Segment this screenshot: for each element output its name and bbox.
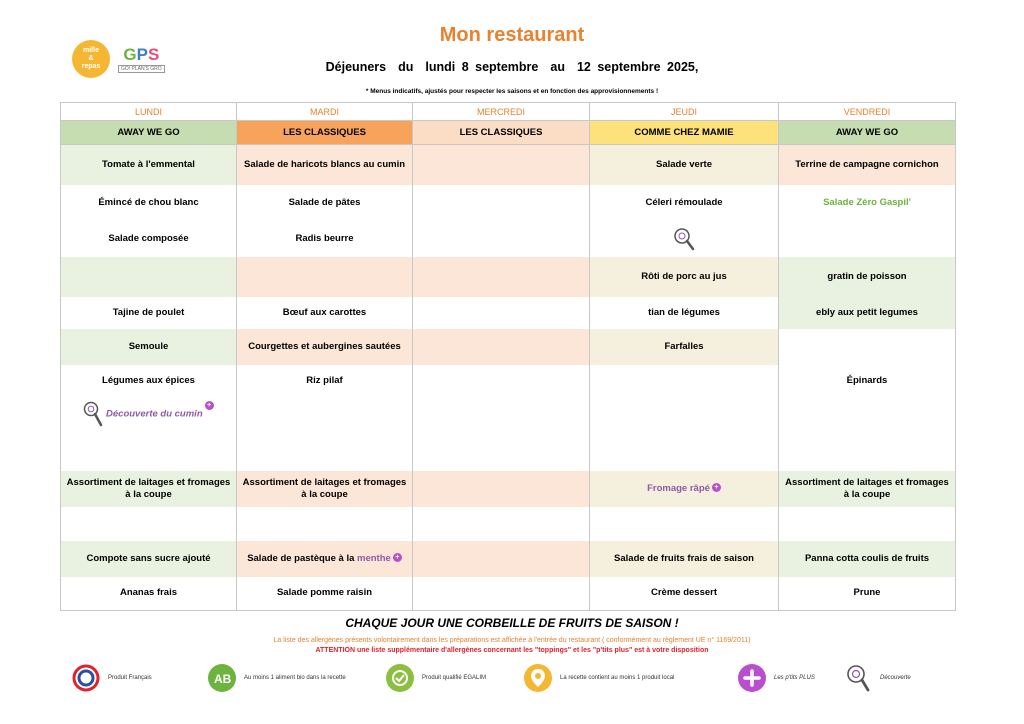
menu-item xyxy=(779,397,956,471)
menu-row xyxy=(61,221,956,257)
menu-item xyxy=(590,507,779,541)
menu-item: Courgettes et aubergines sautées xyxy=(237,329,413,365)
menu-item xyxy=(413,397,590,471)
mille-repas-logo: mille & repas xyxy=(72,40,110,78)
menu-item xyxy=(413,145,590,185)
menu-item xyxy=(413,297,590,329)
menu-item: Céleri rémoulade xyxy=(590,185,779,221)
menu-row xyxy=(61,577,956,611)
menu-item: Farfalles xyxy=(590,329,779,365)
menu-item: Salade verte xyxy=(590,145,779,185)
menu-item: Compote sans sucre ajouté xyxy=(61,541,237,577)
menu-item: Tomate à l'emmental xyxy=(61,145,237,185)
menu-item: ebly aux petit legumes xyxy=(779,297,956,329)
menu-item: Salade de pastèque à la menthe + xyxy=(237,541,413,577)
menu-item: Assortiment de laitages et fromages à la coupe xyxy=(61,471,237,507)
weekly-menu-table xyxy=(60,102,956,611)
legend-item: Produit Français xyxy=(72,664,152,692)
menu-item: Radis beurre xyxy=(237,221,413,257)
organic-ab-icon xyxy=(208,664,236,692)
menu-item: Émincé de chou blanc xyxy=(61,185,237,221)
menu-row xyxy=(61,365,956,397)
legend-item: Les p'tits PLUS xyxy=(738,664,815,692)
menu-item: Prune xyxy=(779,577,956,611)
theme-cell: AWAY WE GO xyxy=(61,121,237,145)
daily-fruit-banner: CHAQUE JOUR UNE CORBEILLE DE FRUITS DE SAISON ! xyxy=(345,616,679,630)
day-header: VENDREDI xyxy=(779,103,956,121)
ptits-plus-icon: + xyxy=(205,401,214,410)
menu-item xyxy=(590,397,779,471)
menu-item xyxy=(413,471,590,507)
legend-item: Produit qualifié EGALIM xyxy=(386,664,486,692)
menu-period: Déjeuners du lundi 8 septembre au 12 septembre 2025, xyxy=(325,60,699,74)
svg-text:AB: AB xyxy=(214,672,232,685)
menu-item: tian de légumes xyxy=(590,297,779,329)
menu-item xyxy=(413,329,590,365)
menu-row xyxy=(61,257,956,297)
legend-item: AB Au moins 1 aliment bio dans la recette xyxy=(208,664,346,692)
menu-item xyxy=(237,397,413,471)
menu-item: Salade composée xyxy=(61,221,237,257)
menu-item: Salade pomme raisin xyxy=(237,577,413,611)
theme-cell: LES CLASSIQUES xyxy=(413,121,590,145)
ptits-plus-icon xyxy=(738,664,766,692)
menu-item: Crème dessert xyxy=(590,577,779,611)
day-header: JEUDI xyxy=(590,103,779,121)
menu-item: Bœuf aux carottes xyxy=(237,297,413,329)
day-header: MARDI xyxy=(237,103,413,121)
menu-item: Assortiment de laitages et fromages à la coupe xyxy=(779,471,956,507)
menu-item xyxy=(61,257,237,297)
menu-item: Salade Zéro Gaspil' xyxy=(779,185,956,221)
menu-item xyxy=(590,365,779,397)
discovery-icon xyxy=(673,227,695,251)
discovery-icon xyxy=(844,664,872,692)
menu-row xyxy=(61,397,956,471)
menu-item: Salade de fruits frais de saison xyxy=(590,541,779,577)
egalim-icon xyxy=(386,664,414,692)
menu-item: Assortiment de laitages et fromages à la coupe xyxy=(237,471,413,507)
menu-item: Riz pilaf xyxy=(237,365,413,397)
page-title: Mon restaurant xyxy=(439,24,585,46)
legend-item: La recette contient au moins 1 produit local xyxy=(524,664,674,692)
menu-item: Légumes aux épices xyxy=(61,365,237,397)
menu-item: Salade de pâtes xyxy=(237,185,413,221)
french-product-icon xyxy=(72,664,100,692)
menu-item: Ananas frais xyxy=(61,577,237,611)
menu-item: Tajine de poulet xyxy=(61,297,237,329)
menu-item xyxy=(413,365,590,397)
menu-item xyxy=(779,507,956,541)
menu-item: Salade de haricots blancs au cumin xyxy=(237,145,413,185)
legend xyxy=(72,664,932,692)
gps-logo: GPS GO! PLAN'S GRO xyxy=(118,45,165,73)
menu-item xyxy=(590,221,779,257)
menu-item xyxy=(237,507,413,541)
theme-row xyxy=(61,121,956,145)
menu-item xyxy=(413,577,590,611)
menu-row xyxy=(61,145,956,185)
menu-item xyxy=(779,329,956,365)
ptits-plus-icon: + xyxy=(712,483,721,492)
menu-item xyxy=(413,507,590,541)
menu-item xyxy=(779,221,956,257)
menu-item: Rôti de porc au jus xyxy=(590,257,779,297)
menu-item xyxy=(413,221,590,257)
day-header: MERCREDI xyxy=(413,103,590,121)
local-product-icon xyxy=(524,664,552,692)
theme-cell: AWAY WE GO xyxy=(779,121,956,145)
day-header-row xyxy=(61,103,956,121)
menu-row xyxy=(61,329,956,365)
menu-item: Épinards xyxy=(779,365,956,397)
menu-item: Panna cotta coulis de fruits xyxy=(779,541,956,577)
menu-row xyxy=(61,185,956,221)
menu-item: gratin de poisson xyxy=(779,257,956,297)
menu-item xyxy=(61,507,237,541)
attention-note: ATTENTION une liste supplémentaire d'allergènes concernant les "toppings" et les "p'tits plus" est à votre disposition xyxy=(315,647,709,654)
menu-item: Terrine de campagne cornichon xyxy=(779,145,956,185)
menu-item: Découverte du cumin+ xyxy=(61,397,237,471)
menu-item xyxy=(413,257,590,297)
menu-item xyxy=(413,541,590,577)
menu-item xyxy=(413,185,590,221)
menu-note: * Menus indicatifs, ajustés pour respecter les saisons et en fonction des approvisionnements ! xyxy=(365,88,659,95)
menu-row xyxy=(61,541,956,577)
theme-cell: COMME CHEZ MAMIE xyxy=(590,121,779,145)
menu-item xyxy=(237,257,413,297)
ptits-plus-icon: + xyxy=(393,553,402,562)
menu-row xyxy=(61,507,956,541)
menu-item: Semoule xyxy=(61,329,237,365)
menu-row xyxy=(61,471,956,507)
menu-item: Fromage râpé + xyxy=(590,471,779,507)
allergen-note: La liste des allergènes présents volontairement dans les préparations est affichée à l'entrée du restaurant ( conformément au règlement UE n° 1169/2011) xyxy=(273,637,751,644)
theme-cell: LES CLASSIQUES xyxy=(237,121,413,145)
menu-row xyxy=(61,297,956,329)
legend-item: Découverte xyxy=(844,664,911,692)
day-header: LUNDI xyxy=(61,103,237,121)
discovery-icon xyxy=(83,401,103,427)
